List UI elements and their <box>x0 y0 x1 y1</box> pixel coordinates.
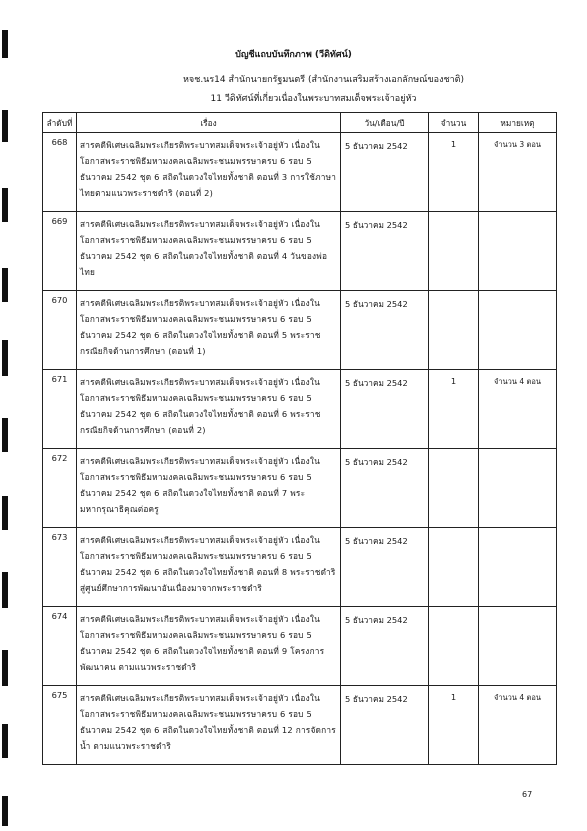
row-title: สารคดีพิเศษเฉลิมพระเกียรติพระบาทสมเด็จพระเจ้าอยู่หัว เนื่องในโอกาสพระราชพิธีมหามงคลเฉลิมพระชนมพรรษาครบ 6 รอบ 5 ธันวาคม 2542 ชุด 6 สถิตในดวงใจไทยทั้งชาติ ตอนที่ 3 การใช้ภาษาไทยตามแนวพระราชดำริ (ตอนที่ 2) <box>77 133 341 212</box>
binder-mark <box>2 650 8 686</box>
binder-mark <box>2 496 8 530</box>
table-row <box>43 528 557 607</box>
table-row <box>43 133 557 212</box>
table-row <box>43 212 557 291</box>
row-quantity: 1 <box>429 133 479 212</box>
row-number: 670 <box>43 291 77 370</box>
row-date: 5 ธันวาคม 2542 <box>341 133 429 212</box>
row-title: สารคดีพิเศษเฉลิมพระเกียรติพระบาทสมเด็จพระเจ้าอยู่หัว เนื่องในโอกาสพระราชพิธีมหามงคลเฉลิมพระชนมพรรษาครบ 6 รอบ 5 ธันวาคม 2542 ชุด 6 สถิตในดวงใจไทยทั้งชาติ ตอนที่ 5 พระราชกรณียกิจด้านการศึกษา (ตอนที่ 1) <box>77 291 341 370</box>
row-title: สารคดีพิเศษเฉลิมพระเกียรติพระบาทสมเด็จพระเจ้าอยู่หัว เนื่องในโอกาสพระราชพิธีมหามงคลเฉลิมพระชนมพรรษาครบ 6 รอบ 5 ธันวาคม 2542 ชุด 6 สถิตในดวงใจไทยทั้งชาติ ตอนที่ 7 พระมหากรุณาธิคุณต่อครู <box>77 449 341 528</box>
row-quantity: 1 <box>429 370 479 449</box>
row-date: 5 ธันวาคม 2542 <box>341 212 429 291</box>
table-row <box>43 686 557 765</box>
row-remarks: จำนวน 3 ตอน <box>479 133 557 212</box>
row-number: 674 <box>43 607 77 686</box>
row-date: 5 ธันวาคม 2542 <box>341 528 429 607</box>
column-header-remarks: หมายเหตุ <box>479 113 557 133</box>
column-header-title: เรื่อง <box>77 113 341 133</box>
row-title: สารคดีพิเศษเฉลิมพระเกียรติพระบาทสมเด็จพระเจ้าอยู่หัว เนื่องในโอกาสพระราชพิธีมหามงคลเฉลิมพระชนมพรรษาครบ 6 รอบ 5 ธันวาคม 2542 ชุด 6 สถิตในดวงใจไทยทั้งชาติ ตอนที่ 9 โครงการพัฒนาคน ตามแนวพระราชดำริ <box>77 607 341 686</box>
register-table <box>42 112 557 765</box>
row-remarks <box>479 291 557 370</box>
row-title: สารคดีพิเศษเฉลิมพระเกียรติพระบาทสมเด็จพระเจ้าอยู่หัว เนื่องในโอกาสพระราชพิธีมหามงคลเฉลิมพระชนมพรรษาครบ 6 รอบ 5 ธันวาคม 2542 ชุด 6 สถิตในดวงใจไทยทั้งชาติ ตอนที่ 12 การจัดการน้ำ ตามแนวพระราชดำริ <box>77 686 341 765</box>
row-title: สารคดีพิเศษเฉลิมพระเกียรติพระบาทสมเด็จพระเจ้าอยู่หัว เนื่องในโอกาสพระราชพิธีมหามงคลเฉลิมพระชนมพรรษาครบ 6 รอบ 5 ธันวาคม 2542 ชุด 6 สถิตในดวงใจไทยทั้งชาติ ตอนที่ 4 วันของพ่อไทย <box>77 212 341 291</box>
row-remarks <box>479 449 557 528</box>
table-row <box>43 291 557 370</box>
row-quantity <box>429 291 479 370</box>
row-number: 668 <box>43 133 77 212</box>
table-header-row <box>43 113 557 133</box>
row-title: สารคดีพิเศษเฉลิมพระเกียรติพระบาทสมเด็จพระเจ้าอยู่หัว เนื่องในโอกาสพระราชพิธีมหามงคลเฉลิมพระชนมพรรษาครบ 6 รอบ 5 ธันวาคม 2542 ชุด 6 สถิตในดวงใจไทยทั้งชาติ ตอนที่ 6 พระราชกรณียกิจด้านการศึกษา (ตอนที่ 2) <box>77 370 341 449</box>
row-number: 669 <box>43 212 77 291</box>
binder-mark <box>2 418 8 452</box>
row-date: 5 ธันวาคม 2542 <box>341 607 429 686</box>
binder-mark <box>2 188 8 222</box>
row-number: 673 <box>43 528 77 607</box>
table-row <box>43 370 557 449</box>
binder-mark <box>2 796 8 826</box>
row-date: 5 ธันวาคม 2542 <box>341 370 429 449</box>
table-row <box>43 449 557 528</box>
binder-mark <box>2 340 8 376</box>
row-quantity <box>429 528 479 607</box>
row-number: 675 <box>43 686 77 765</box>
row-remarks: จำนวน 4 ตอน <box>479 370 557 449</box>
row-title: สารคดีพิเศษเฉลิมพระเกียรติพระบาทสมเด็จพระเจ้าอยู่หัว เนื่องในโอกาสพระราชพิธีมหามงคลเฉลิมพระชนมพรรษาครบ 6 รอบ 5 ธันวาคม 2542 ชุด 6 สถิตในดวงใจไทยทั้งชาติ ตอนที่ 8 พระราชดำริสู่ศูนย์ศึกษาการพัฒนาอันเนื่องมาจากพระราชดำริ <box>77 528 341 607</box>
row-date: 5 ธันวาคม 2542 <box>341 686 429 765</box>
row-quantity: 1 <box>429 686 479 765</box>
row-remarks: จำนวน 4 ตอน <box>479 686 557 765</box>
row-number: 671 <box>43 370 77 449</box>
document-title: บัญชีแถบบันทึกภาพ (วีดิทัศน์) <box>235 50 352 60</box>
row-quantity <box>429 212 479 291</box>
row-number: 672 <box>43 449 77 528</box>
binder-mark <box>2 268 8 302</box>
row-quantity <box>429 449 479 528</box>
row-quantity <box>429 607 479 686</box>
page-number: 67 <box>522 790 533 799</box>
table-row <box>43 607 557 686</box>
row-remarks <box>479 528 557 607</box>
row-date: 5 ธันวาคม 2542 <box>341 291 429 370</box>
document-subtitle: หจช.นร14 สำนักนายกรัฐมนตรี (สำนักงานเสริมสร้างเอกลักษณ์ของชาติ) <box>183 75 464 85</box>
row-date: 5 ธันวาคม 2542 <box>341 449 429 528</box>
binder-mark <box>2 572 8 608</box>
binder-mark <box>2 110 8 142</box>
binder-mark <box>2 724 8 758</box>
section-heading: 11 วีดิทัศน์ที่เกี่ยวเนื่องในพระบาทสมเด็จพระเจ้าอยู่หัว <box>210 94 417 104</box>
column-header-quantity: จำนวน <box>429 113 479 133</box>
row-remarks <box>479 212 557 291</box>
column-header-number: ลำดับที่ <box>43 113 77 133</box>
column-header-date: วัน/เดือน/ปี <box>341 113 429 133</box>
row-remarks <box>479 607 557 686</box>
